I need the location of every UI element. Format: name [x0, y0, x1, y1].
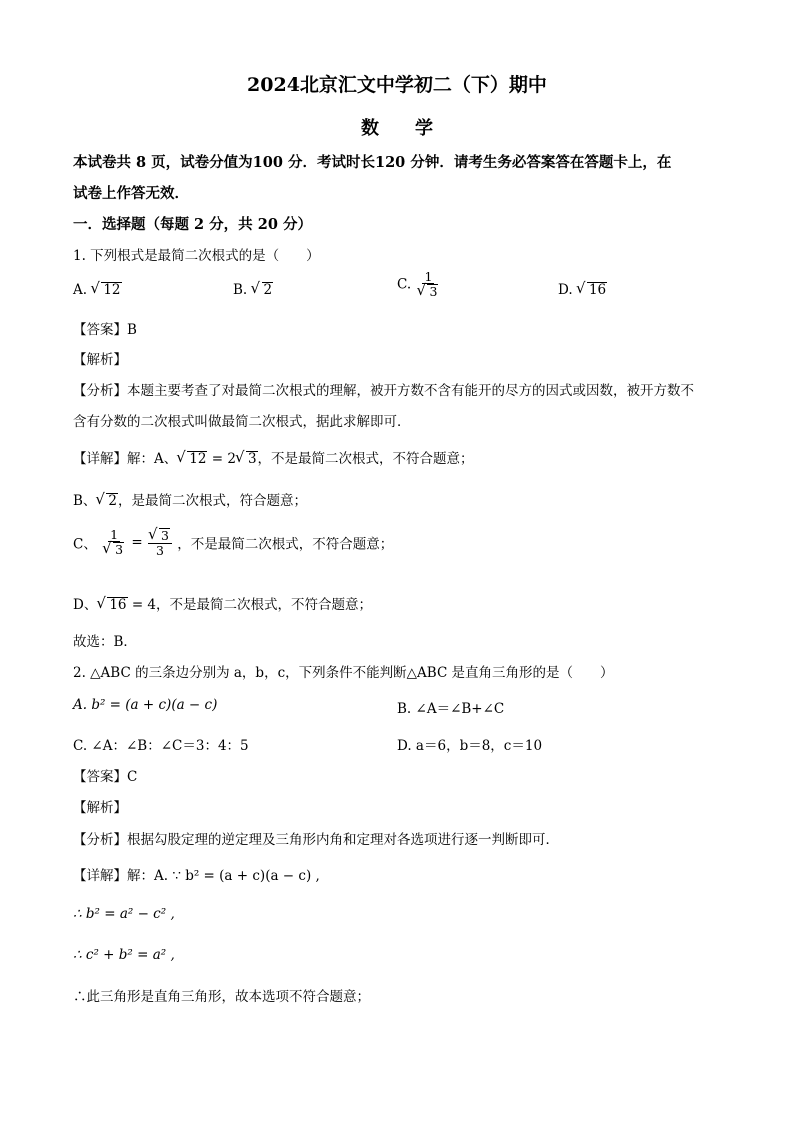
- section-heading: 一．选择题（每题 2 分，共 20 分）: [73, 216, 312, 233]
- q1-detail-a: [73, 447, 474, 467]
- option-letter: B.: [233, 282, 248, 298]
- q1-option-c: [397, 270, 441, 299]
- q2-step-2: ∴ c² + b² = a² ,: [73, 947, 175, 963]
- equals-sign: =: [131, 534, 143, 551]
- q1-conclusion: 故选：B．: [73, 634, 137, 650]
- q2-analysis-line: 【分析】根据勾股定理的逆定理及三角形内角和定理对各选项进行逐一判断即可．: [73, 832, 559, 848]
- detail-prefix: C、: [73, 536, 97, 553]
- q1-analysis-line-1: 【分析】本题主要考查了对最简二次根式的理解，被开方数不含有能开的尽方的因式或因数，被开方数不: [73, 383, 694, 399]
- fraction-numerator: [148, 528, 172, 544]
- fraction-numerator: 1: [424, 269, 433, 284]
- radicand: 3: [247, 451, 257, 467]
- q1-option-a: [73, 282, 122, 298]
- detail-prefix: 【详解】解：A、: [73, 451, 178, 467]
- fraction-denominator: [416, 284, 440, 299]
- q2-option-b: B. ∠A＝∠B+∠C: [397, 701, 505, 717]
- q2-step-3: ∴此三角形是直角三角形，故本选项不符合题意；: [73, 989, 370, 1005]
- fraction-numerator: 1: [110, 527, 119, 542]
- q1-analysis-tag: 【解析】: [73, 352, 127, 368]
- radicand: 3: [161, 528, 169, 543]
- fraction: [102, 528, 126, 557]
- radicand: 2: [263, 282, 273, 298]
- detail-tail: ，是最简二次根式，符合题意；: [118, 493, 308, 509]
- q2-step-1: ∴ b² = a² − c² ,: [73, 906, 175, 922]
- radicand: 12: [189, 451, 207, 467]
- radicand: 16: [588, 282, 607, 298]
- sqrt-expression: [113, 542, 124, 557]
- equals-text: = 2: [211, 451, 236, 467]
- question-1-stem: 1. 下列根式是最简二次根式的是（ ）: [73, 248, 320, 264]
- q2-option-d: D. a＝6，b＝8，c＝10: [397, 738, 543, 754]
- document-title: 2024北京汇文中学初二（下）期中: [247, 74, 547, 96]
- sqrt-expression: [427, 284, 438, 299]
- sqrt-expression: [187, 451, 207, 467]
- sqrt-expression: [246, 451, 258, 467]
- q2-option-a: A. b² = (a + c)(a − c): [73, 697, 218, 713]
- q2-detail-line: 【详解】解：A. ∵ b² = (a + c)(a − c) ,: [73, 868, 320, 884]
- detail-prefix: B、: [73, 493, 97, 509]
- fraction: [416, 270, 440, 299]
- detail-tail: ，不是最简二次根式，不符合题意；: [257, 451, 474, 467]
- radicand: 3: [115, 542, 124, 558]
- detail-tail: ，不是最简二次根式，不符合题意；: [177, 536, 394, 553]
- q1-detail-b: [73, 489, 307, 509]
- q1-analysis-line-2: 含有分数的二次根式叫做最简二次根式，据此求解即可．: [73, 414, 411, 430]
- q1-option-b: [233, 282, 273, 298]
- sqrt-expression: [106, 493, 118, 509]
- radicand: 12: [103, 282, 121, 298]
- sqrt-expression: [101, 282, 121, 298]
- fraction-denominator: [102, 542, 126, 557]
- intro-line-2: 试卷上作答无效．: [73, 185, 189, 202]
- sqrt-expression: [262, 282, 274, 298]
- q1-detail-c: [73, 528, 393, 557]
- option-letter: D.: [558, 282, 573, 298]
- q1-option-d: [558, 282, 607, 298]
- q1-answer: 【答案】B: [73, 322, 137, 338]
- detail-tail: ，不是最简二次根式，不符合题意；: [156, 597, 373, 613]
- radicand: 16: [109, 597, 127, 613]
- radicand: 2: [108, 493, 118, 509]
- sqrt-expression: [587, 282, 607, 298]
- q2-option-c: C. ∠A：∠B：∠C＝3：4：5: [73, 738, 249, 754]
- detail-prefix: D、: [73, 597, 98, 613]
- q2-answer: 【答案】C: [73, 769, 138, 785]
- radicand: 3: [429, 284, 438, 300]
- fraction: [148, 528, 172, 557]
- sqrt-expression: [159, 528, 170, 543]
- q1-detail-d: [73, 593, 372, 613]
- sqrt-expression: [107, 597, 127, 613]
- intro-line-1: 本试卷共 8 页，试卷分值为100 分．考试时长120 分钟．请考生务必答案答在答题卡上，在: [73, 154, 672, 171]
- option-letter: A.: [73, 282, 88, 298]
- question-2-stem: 2. △ABC 的三条边分别为 a，b，c，下列条件不能判断△ABC 是直角三角形的是（ ）: [73, 665, 614, 681]
- option-letter: C.: [397, 276, 412, 293]
- q2-analysis-tag: 【解析】: [73, 800, 127, 816]
- equals-text: = 4: [131, 597, 157, 613]
- subject-title: 数 学: [361, 118, 433, 139]
- fraction-denominator: 3: [156, 542, 164, 558]
